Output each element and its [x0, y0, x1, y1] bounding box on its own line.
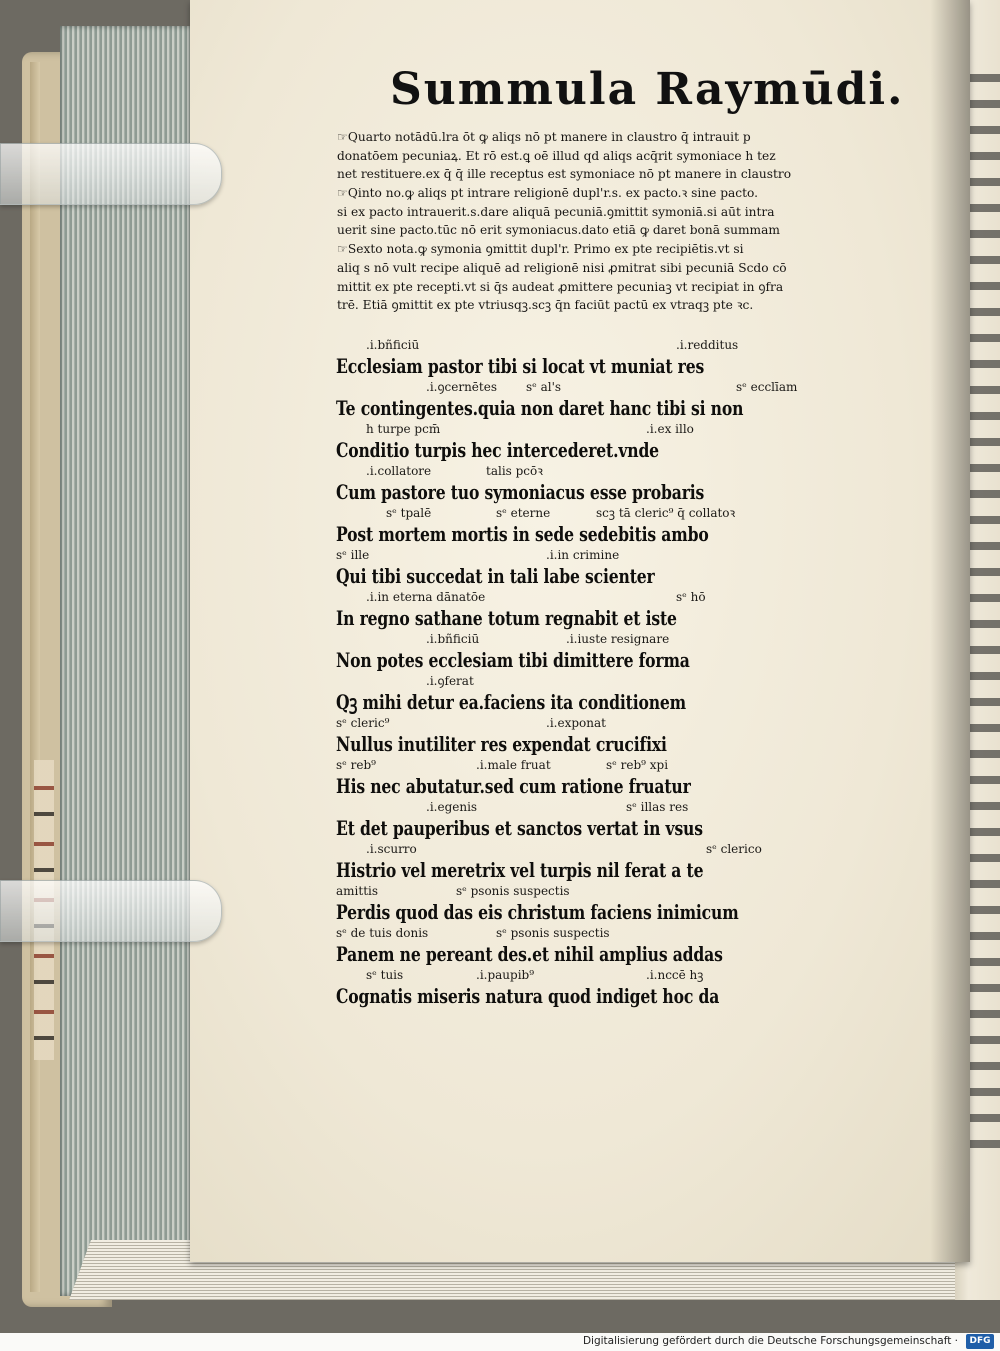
gloss: sᵉ psonis suspectis: [456, 884, 570, 898]
gloss: sᵉ ecclīam: [736, 380, 798, 394]
gloss-line: [336, 422, 936, 437]
gloss: sᵉ psonis suspectis: [496, 926, 610, 940]
gloss: .i.bñficiū: [426, 632, 480, 646]
gloss: .i.in eterna dānatōe: [366, 590, 486, 604]
gloss-line: [336, 842, 936, 857]
prose-line: trē. Etiā ꝯmittit ex pte vtriusqꝫ.scꝫ q̄n faciūt pactū ex vtraqꝫ pte ꝛc.: [337, 298, 754, 313]
gloss: sᵉ reb⁹ xpi: [606, 758, 669, 772]
verse-line: Perdis quod das eis christum faciens inimicum: [336, 901, 739, 924]
verse-block: [336, 338, 936, 1010]
verse-line: In regno sathane totum regnabit et iste: [336, 607, 677, 630]
gloss: scꝫ tā cleric⁹ q̄ collatoꝛ: [596, 506, 736, 520]
gloss: sᵉ cleric⁹: [336, 716, 390, 730]
gloss-line: [336, 926, 936, 941]
gloss-line: [336, 380, 936, 395]
prose-line: ☞Sexto nota.ꝙ symonia ꝯmittit dupl'r. Primo ex pte recipiētis.vt si: [337, 242, 744, 257]
gloss: sᵉ reb⁹: [336, 758, 376, 772]
prose-line: aliq s nō vult recipe aliquē ad religionē nisi ꝓmitrat sibi pecuniā Scdo cō: [337, 260, 787, 275]
verse-line: Qui tibi succedat in tali labe scienter: [336, 565, 655, 588]
gloss-line: [336, 632, 936, 647]
prose-line: uerit sine pacto.tūc nō erit symoniacus.dato etiā ꝙ daret bonā summam: [337, 223, 780, 238]
gloss-line: [336, 716, 936, 731]
gloss: talis pcōꝛ: [486, 464, 543, 478]
verse-line: Cognatis miseris natura quod indiget hoc da: [336, 985, 720, 1008]
page-edges: [60, 26, 192, 1296]
glass-clip-top: [0, 143, 222, 205]
verse-line: Te contingentes.quia non daret hanc tibi si non: [336, 397, 744, 420]
footer-bar: [0, 1333, 1000, 1351]
verse-line: Panem ne pereant des.et nihil amplius addas: [336, 943, 723, 966]
gloss: amittis: [336, 884, 379, 898]
prose-line: si ex pacto intrauerit.s.dare aliquā pecuniā.ꝯmittit symoniā.si aūt intra: [337, 204, 775, 219]
verse-line: Cum pastore tuo symoniacus esse probaris: [336, 481, 705, 504]
prose-line: ☞Qinto no.ꝙ aliqs pt intrare religionē dupl'r.s. ex pacto.ꝛ sine pacto.: [337, 186, 759, 201]
gloss: .i.bñficiū: [366, 338, 420, 352]
gloss: .i.egenis: [426, 800, 478, 814]
verse-line: Ecclesiam pastor tibi si locat vt muniat res: [336, 355, 705, 378]
gloss-line: [336, 674, 936, 689]
gloss-line: [336, 548, 936, 563]
gloss-line: [336, 800, 936, 815]
gloss: .i.paupib⁹: [476, 968, 535, 982]
gloss: sᵉ hō: [676, 590, 706, 604]
verse-line: Nullus inutiliter res expendat crucifixi: [336, 733, 667, 756]
prose-block: [337, 128, 937, 315]
gloss: sᵉ eterne: [496, 506, 551, 520]
gloss-line: [336, 338, 936, 353]
gloss-line: [336, 464, 936, 479]
gloss: .i.scurro: [366, 842, 417, 856]
gloss: sᵉ al's: [526, 380, 562, 394]
prose-line: donatōem pecuniaꝝ. Et rō est.ꝗ oē illud qd aliqs acq̄rit symoniace h tez: [337, 148, 776, 163]
verse-line: Et det pauperibus et sanctos vertat in vsus: [336, 817, 703, 840]
verse-line: Non potes ecclesiam tibi dimittere forma: [336, 649, 690, 672]
gloss: sᵉ tpalē: [386, 506, 432, 520]
gloss: sᵉ tuis: [366, 968, 404, 982]
verse-line: Histrio vel meretrix vel turpis nil ferat a te: [336, 859, 704, 882]
gloss: .i.exponat: [546, 716, 606, 730]
gloss: .i.nccē hꝫ: [646, 968, 704, 982]
gloss-line: [336, 758, 936, 773]
page-title: Summula Raymūdi.: [390, 64, 905, 115]
gloss: .i.male fruat: [476, 758, 551, 772]
gloss: .i.collatore: [366, 464, 432, 478]
verse-line: Post mortem mortis in sede sedebitis ambo: [336, 523, 709, 546]
verse-line: Conditio turpis hec intercederet.vnde: [336, 439, 659, 462]
gloss: .i.ꝯferat: [426, 674, 474, 688]
gloss-line: [336, 968, 936, 983]
prose-line: net restituere.ex q̄ q̄ ille receptus est symoniace nō pt manere in claustro: [337, 167, 792, 182]
glass-clip-bottom: [0, 880, 222, 942]
gloss: .i.iuste resignare: [566, 632, 670, 646]
gloss: .i.ꝯcernētes: [426, 380, 497, 394]
gloss: sᵉ ille: [336, 548, 370, 562]
gloss-line: [336, 884, 936, 899]
gloss: sᵉ de tuis donis: [336, 926, 429, 940]
prose-line: mittit ex pte recepti.vt si q̄s audeat ꝓmittere pecuniaꝫ vt recipiat in ꝯfra: [337, 279, 784, 294]
gloss-line: [336, 590, 936, 605]
prose-line: ☞Quarto notādū.lra ōt ꝙ aliqs nō pt manere in claustro q̄ intrauit p: [337, 130, 751, 144]
gloss: .i.ex illo: [646, 422, 694, 436]
verse-line: His nec abutatur.sed cum ratione fruatur: [336, 775, 691, 798]
gloss: .i.redditus: [676, 338, 739, 352]
gloss: .i.in crimine: [546, 548, 620, 562]
gloss: h turpe pcm̄: [366, 422, 441, 436]
digitization-credit: Digitalisierung gefördert durch die Deutsche Forschungsgemeinschaft ·: [582, 1335, 958, 1347]
verse-line: Qꝫ mihi detur ea.faciens ita conditionem: [336, 691, 687, 714]
gloss: sᵉ clerico: [706, 842, 762, 856]
dfg-logo: DFG: [966, 1334, 994, 1349]
gloss-line: [336, 506, 936, 521]
gloss: sᵉ illas res: [626, 800, 689, 814]
